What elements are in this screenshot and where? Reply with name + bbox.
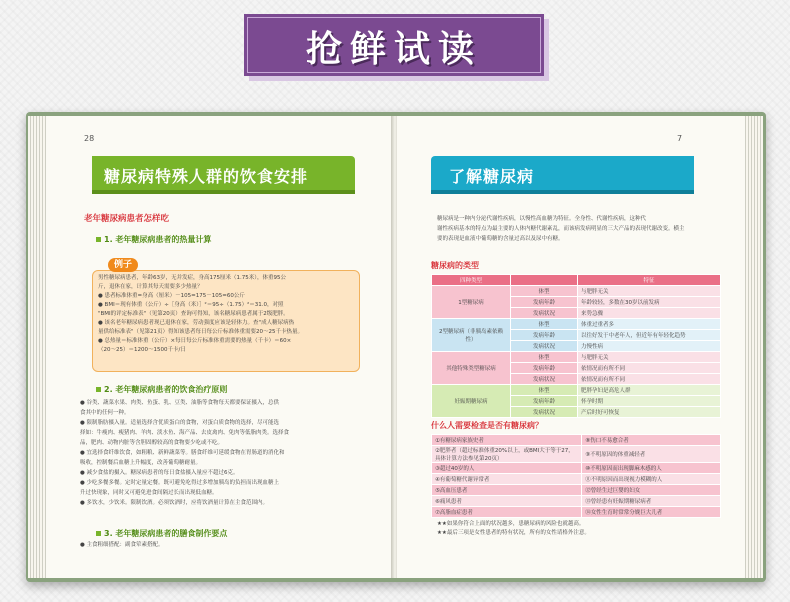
check-item: ⑭女性生育时常常分娩巨大儿者 [582,507,721,518]
check-item: ③超过40岁的人 [432,463,582,474]
rule-line: ● 限制脂肪摄入量。适量选择含优质蛋白的食物，对蛋白质食物的选择，尽可能选 [80,420,280,426]
type-feature: 体重过重者多 [578,319,721,330]
subsection-2-title: 2. 老年糖尿病患者的饮食治疗原则 [96,384,227,395]
rule-line: ● 少吃多餐多餐。定时定量定餐。既可避免吃得过多增加胰岛的负担而出现血糖上 [80,480,280,486]
banner [244,14,551,82]
subsection-3-title: 3. 老年糖尿病患者的膳食制作要点 [96,528,227,539]
type-category: 2型糖尿病（非胰岛素依赖性） [432,319,511,352]
type-category: 1型糖尿病 [432,286,511,319]
intro-line: 谢性疾病基本的特点为最主要的人体内糖代谢紊乱，而该病发病明显的三大产品的表现代谢改变。横主 [437,226,685,232]
type-category: 其他特殊类型糖尿病 [432,352,511,385]
example-text [98,274,354,355]
check-table-row [432,446,721,463]
check-item: ⑦高脂血症患者 [432,507,582,518]
type-attribute: 发病年龄 [511,363,578,374]
example-line: 男性糖尿病患者，年龄63岁，无并发症，身高175厘米（1.75米），体重95公 [98,275,286,281]
rule-line: 吸收，控制餐后血糖上升幅度，改善葡萄糖耐量。 [80,460,202,466]
type-feature: 与肥胖无关 [578,352,721,363]
type-feature: 产后时好可恢复 [578,407,721,418]
type-feature: 依情况而有所不同 [578,363,721,374]
example-line: ● 患者标准体重=身高（厘米）－105=175－105=60公斤 [98,293,245,299]
check-title: 什么人需要检查是否有糖尿病？ [431,421,543,430]
check-item: ⑨不明原因的体重减轻者 [582,446,721,463]
example-line: 量供给标准表"（见第21页）得知该患者每日每公斤标准体重需要20～25千卡热量。 [98,329,304,335]
check-item: ⑧伤口不易愈合者 [582,435,721,446]
square-bullet-icon [96,531,101,536]
intro-line: 糖尿病是一种内分泌代谢性疾病，以慢性高血糖为特征。全身性、代谢性疾病，这种代 [437,216,647,222]
type-attribute: 发病状况 [511,407,578,418]
types-table-row [432,385,721,396]
banner-title: 抢鲜试读 [305,28,482,70]
right-header-stripe [431,190,694,194]
note-line: ★★最后三项是女性患者的特有状况，所有的女性请格外注意。 [437,530,590,536]
type-attribute: 体型 [511,286,578,297]
left-page-header [92,156,355,194]
type-attribute: 发病状况 [511,308,578,319]
type-attribute: 发病状况 [511,374,578,385]
check-item: ⑪不明原因而出现视力模糊的人 [582,474,721,485]
rule-line: 择如：牛瘦肉、瘦猪肉、羊肉、淡水鱼、海产品、去皮禽肉、免肉等低脂肉类。选择食 [80,430,290,436]
types-table-row [432,286,721,297]
example-line: （20～25）＝1200～1500千卡/日 [98,347,186,353]
check-table-row [432,496,721,507]
types-table [431,274,721,418]
type-feature: 肥胖孕妇是高危人群 [578,385,721,396]
type-feature: 力慢性病 [578,341,721,352]
rule-line: 品，肥肉、动物内脏等含胆固醇较高的食物要少吃或不吃。 [80,440,224,446]
type-feature: 来势急骤 [578,308,721,319]
right-page-edges [745,116,763,578]
check-item: ⑬曾经患有妊娠期糖尿病者 [582,496,721,507]
right-page-number: 7 [677,134,683,143]
example-line: ● 该名老年糖尿病患者现已退休在家，劳动强度应该是轻体力。查"成人糖尿病热 [98,320,295,326]
type-attribute: 发病年龄 [511,330,578,341]
rule-line: ● 多饮水，少饮米。限制饮酒。必须饮酒时，应将饮酒量计算在主食范围内。 [80,500,269,506]
check-table-row [432,474,721,485]
rule-line: ● 减少食盐的摄入。糖尿病患者的每日食盐摄入量应不超过6克。 [80,470,239,476]
types-table-row [432,319,721,330]
types-header-col1: 四种类型 [432,275,511,286]
rule-line: 升过快现象，同时又可避免进食间隔过长而出现低血糖。 [80,490,218,496]
types-table-row [432,352,721,363]
type-attribute: 发病年龄 [511,297,578,308]
left-header-title: 糖尿病特殊人群的饮食安排 [104,167,309,186]
left-header-stripe [92,190,355,194]
note-line: ★★如果你符合上面的状况越多，患糖尿病的风险也就越高。 [437,521,585,527]
check-item: ⑫曾经生过巨婴的妇女 [582,485,721,496]
left-page [46,116,393,578]
example-line: ● 总热量＝标准体重（公斤）×每日每公斤标准体重需要的热量（千卡）＝60× [98,338,292,344]
types-header-col3: 特征 [578,275,721,286]
intro-line: 要的表现是血液中葡萄糖的含量过高以及尿中有糖。 [437,236,564,242]
example-badge: 例子 [108,258,138,272]
example-line: 斤，退休在家，计算其每天需要多少热量？ [98,284,203,290]
type-feature: 年龄较轻，多数在30岁以前发病 [578,297,721,308]
check-table-row [432,485,721,496]
type-category: 妊娠期糖尿病 [432,385,511,418]
types-title: 糖尿病的类型 [431,261,479,270]
intro-text [437,214,721,244]
type-feature: 怀孕时期 [578,396,721,407]
diet-rules-text [80,398,356,508]
example-line: ● BMI＝现有体重（公斤）÷［身高（米）］²＝95÷（1.75）²＝31.0，对照 [98,302,284,308]
check-item: ⑩不明原因而出现脚麻木感的人 [582,463,721,474]
type-feature: 与肥胖无关 [578,286,721,297]
right-header-title: 了解糖尿病 [449,167,535,186]
type-attribute: 体型 [511,319,578,330]
type-attribute: 体型 [511,352,578,363]
banner-box [244,14,544,76]
check-item: ②肥胖者（超过标准体重20%以上，或BMI大于等于27，具体计算方法参见第20页） [432,446,582,463]
type-attribute: 发病状况 [511,341,578,352]
right-page-header [431,156,694,194]
check-item: ①有糖尿病家族史者 [432,435,582,446]
notes [437,520,590,538]
type-attribute: 发病年龄 [511,396,578,407]
left-page-number: 28 [84,134,95,143]
right-page [397,116,745,578]
left-page-edges [28,116,46,578]
check-item: ⑤高血压患者 [432,485,582,496]
square-bullet-icon [96,387,101,392]
check-table-row [432,435,721,446]
check-table-row [432,507,721,518]
section-title: 老年糖尿病患者怎样吃 [84,214,170,224]
types-table-header-row [432,275,721,286]
rule-line: 食其中的任何一种。 [80,410,130,416]
example-line: "BMI的评定标准表"（见第20页）查询可得知，该名糖尿病患者属于2级肥胖。 [98,311,289,317]
subsection-1-title: 1. 老年糖尿病患者的热量计算 [96,234,211,245]
type-feature: 依情况而有所不同 [578,374,721,385]
type-feature: 以往好发于中老年人，但近年有年轻化趋势 [578,330,721,341]
last-line: ● 主食粗细搭配：副食荤素搭配。 [80,542,164,548]
check-item: ⑥痛风患者 [432,496,582,507]
types-header-col2 [511,275,578,286]
type-attribute: 体型 [511,385,578,396]
rule-line: ● 宜选择食纤维饮食，如粗粮、新鲜蔬菜等。膳食纤维可延缓食物在胃肠道的消化和 [80,450,285,456]
check-table [431,434,721,518]
check-table-row [432,463,721,474]
rule-line: ● 谷类、蔬菜水果、肉类、鱼蛋、乳、豆类、油脂等食物每天都要保证摄入，总供 [80,400,280,406]
check-item: ④有葡萄糖代谢异常者 [432,474,582,485]
square-bullet-icon [96,237,101,242]
